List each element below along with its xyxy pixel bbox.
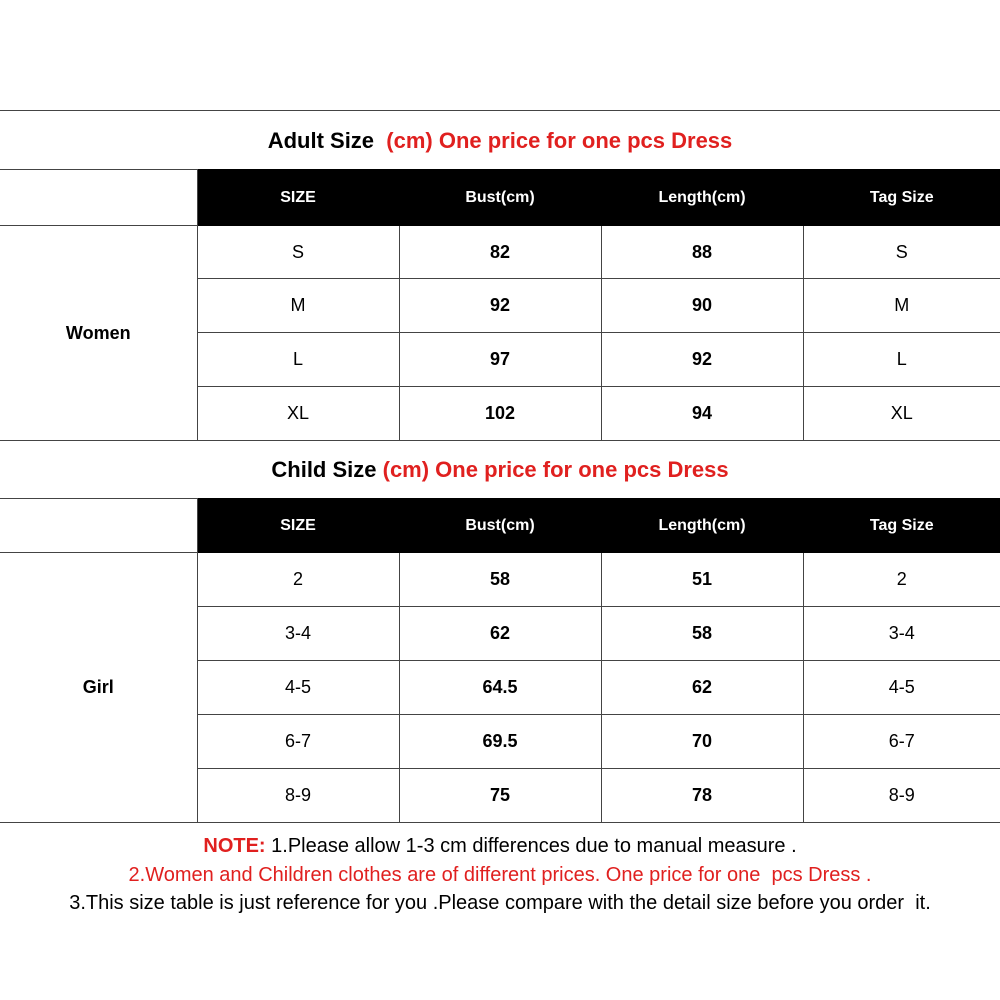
tag-size-cell: XL [803,387,1000,441]
note-line-1-text: 1.Please allow 1-3 cm differences due to manual measure . [265,835,797,857]
adult-size-table [0,169,1000,441]
size-cell: 8-9 [197,769,399,823]
tag-size-cell: 8-9 [803,769,1000,823]
child-header-row [0,499,1000,553]
tag-size-cell: 2 [803,553,1000,607]
note-label: NOTE: [203,835,266,857]
adult-header-length: Length(cm) [601,170,803,226]
child-header-length: Length(cm) [601,499,803,553]
adult-header-bust: Bust(cm) [399,170,601,226]
size-cell: S [197,226,399,279]
child-size-title [0,459,1000,481]
length-cell: 90 [601,279,803,333]
child-size-table [0,498,1000,823]
bust-cell: 62 [399,607,601,661]
tag-size-cell: S [803,226,1000,279]
size-cell: L [197,333,399,387]
adult-header-row [0,170,1000,226]
child-title-black: Child Size [271,457,377,482]
notes-section [0,832,1000,918]
tag-size-cell: L [803,333,1000,387]
adult-header-tag-size: Tag Size [803,170,1000,226]
bust-cell: 64.5 [399,661,601,715]
bust-cell: 82 [399,226,601,279]
table-row [0,226,1000,279]
length-cell: 62 [601,661,803,715]
bust-cell: 69.5 [399,715,601,769]
adult-header-size: SIZE [197,170,399,226]
length-cell: 92 [601,333,803,387]
bust-cell: 75 [399,769,601,823]
length-cell: 51 [601,553,803,607]
child-header-bust: Bust(cm) [399,499,601,553]
child-title-red: (cm) One price for one pcs Dress [382,457,729,482]
child-group-label: Girl [0,553,197,823]
child-header-corner [0,499,197,553]
note-line-2: 2.Women and Children clothes are of different prices. One price for one pcs Dress . [128,863,872,886]
length-cell: 94 [601,387,803,441]
tag-size-cell: M [803,279,1000,333]
tag-size-cell: 6-7 [803,715,1000,769]
bust-cell: 58 [399,553,601,607]
length-cell: 78 [601,769,803,823]
length-cell: 70 [601,715,803,769]
adult-group-label: Women [0,226,197,441]
tag-size-cell: 4-5 [803,661,1000,715]
adult-title-red: (cm) One price for one pcs Dress [386,128,733,153]
child-header-tag-size: Tag Size [803,499,1000,553]
size-cell: M [197,279,399,333]
adult-header-corner [0,170,197,226]
note-line-3: 3.This size table is just reference for you .Please compare with the detail size before you order it. [69,892,931,914]
bust-cell: 97 [399,333,601,387]
bust-cell: 92 [399,279,601,333]
child-header-size: SIZE [197,499,399,553]
length-cell: 88 [601,226,803,279]
note-line-1 [0,832,1000,861]
size-cell: XL [197,387,399,441]
top-divider [0,110,1000,111]
adult-size-title [0,130,1000,152]
adult-title-black: Adult Size [267,128,375,153]
length-cell: 58 [601,607,803,661]
size-cell: 3-4 [197,607,399,661]
bust-cell: 102 [399,387,601,441]
size-cell: 6-7 [197,715,399,769]
tag-size-cell: 3-4 [803,607,1000,661]
size-cell: 4-5 [197,661,399,715]
table-row [0,553,1000,607]
size-cell: 2 [197,553,399,607]
